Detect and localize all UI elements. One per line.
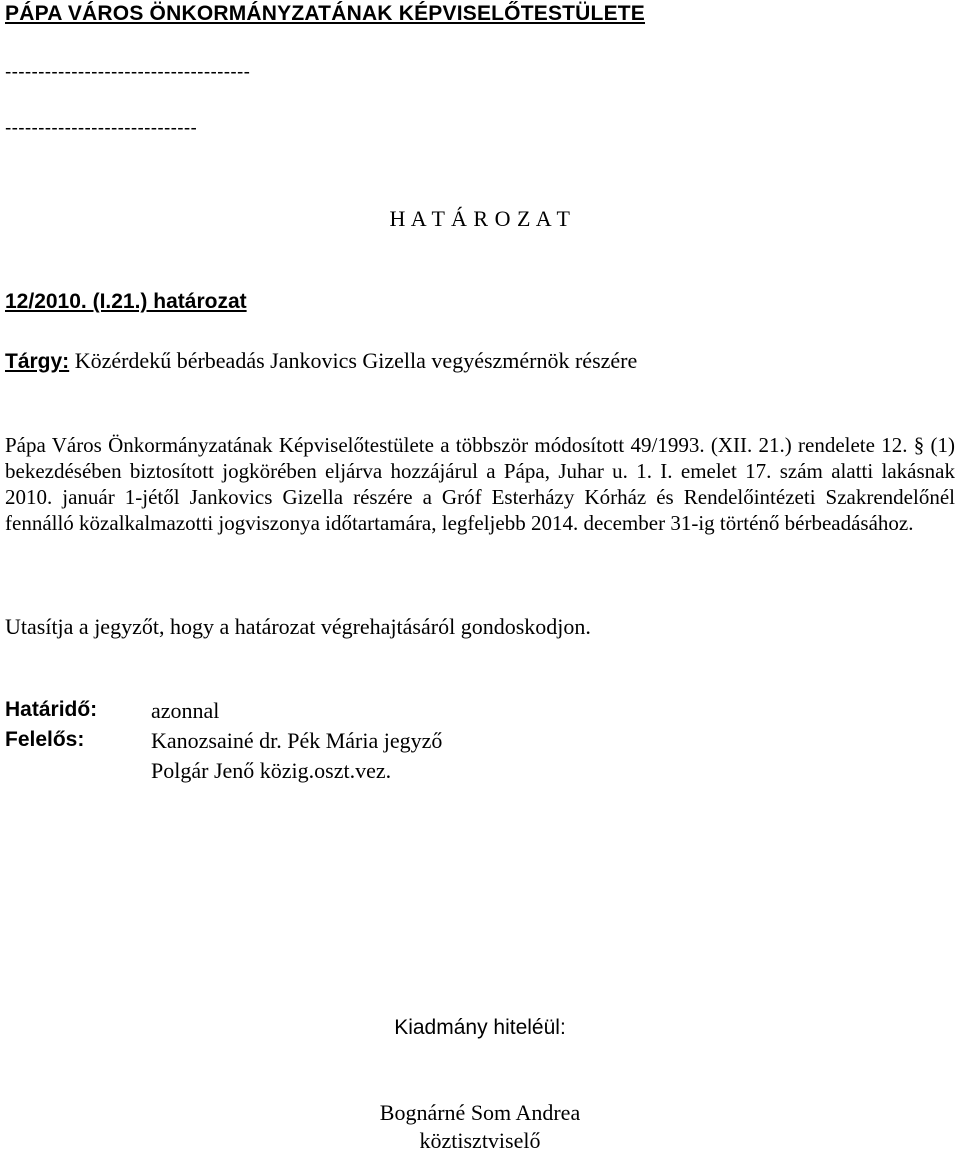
subject-text: Közérdekű bérbeadás Jankovics Gizella vegyészmérnök részére: [69, 348, 638, 373]
deadline-value: azonnal: [151, 698, 220, 723]
signer-role: köztisztviselő: [419, 1128, 541, 1153]
separator-line-2: -----------------------------: [5, 118, 198, 139]
resolution-body: Pápa Város Önkormányzatának Képviselőtestülete a többször módosított 49/1993. (XII. 21.) rendelete 12. § (1) bekezdésében biztosított jogkörében eljárva hozzájárul a Pápa, Juhar u. 1. I. emelet 17. szám alatti lakásnak 2010. január 1-jétől Jankovics Gizella részére a Gróf Esterházy Kórház és Rendelőintézeti Szakrendelőnél fennálló közalkalmazotti jogviszonya időtartamára, legfeljebb 2014. december 31-ig történő bérbeadásához.: [5, 433, 955, 535]
subject-line: [5, 348, 637, 374]
document-type-heading: H A T Á R O Z A T: [389, 206, 571, 231]
responsible-person-2: Polgár Jenő közig.oszt.vez.: [151, 758, 392, 783]
subject-label: Tárgy:: [5, 350, 70, 373]
deadline-label: Határidő:: [5, 698, 98, 721]
resolution-number: 12/2010. (I.21.) határozat: [5, 290, 247, 313]
responsible-label: Felelős:: [5, 728, 85, 751]
separator-line-1: -------------------------------------: [5, 62, 251, 83]
responsible-person-1: Kanozsainé dr. Pék Mária jegyző: [151, 728, 443, 753]
instruction-text: Utasítja a jegyzőt, hogy a határozat végrehajtásáról gondoskodjon.: [5, 614, 591, 639]
document-page: [5, 0, 955, 1154]
certified-copy-label: Kiadmány hiteléül:: [394, 1016, 566, 1039]
council-title: PÁPA VÁROS ÖNKORMÁNYZATÁNAK KÉPVISELŐTESTÜLETE: [5, 2, 646, 25]
signer-name: Bognárné Som Andrea: [379, 1100, 581, 1125]
